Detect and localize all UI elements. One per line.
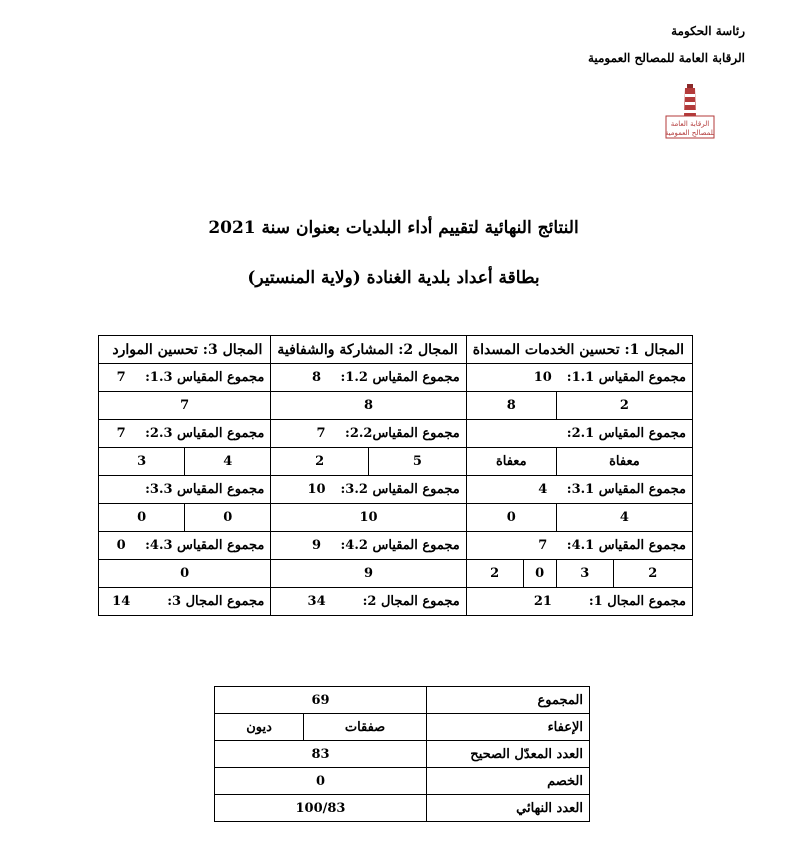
table-row: [215, 795, 590, 822]
score-cell: معفاة: [556, 448, 692, 476]
score-cell: 8: [271, 392, 466, 420]
domain-2-total-cell: مجموع المجال 2: 34: [271, 588, 466, 616]
score-cell: 10: [271, 504, 466, 532]
total-label: المجموع: [427, 687, 590, 714]
measure-2-3-cell: مجموع المقياس 2.3: 7: [99, 420, 271, 448]
measure-4-1-cell: مجموع المقياس 4.1: 7: [466, 532, 692, 560]
table-row: [99, 364, 693, 392]
score-cell: 3: [556, 560, 613, 588]
measure-1-3-cell: مجموع المقياس 1.3: 7: [99, 364, 271, 392]
header-line-2: الرقابة العامة للمصالح العمومية: [587, 51, 745, 65]
score-cell: 0: [99, 504, 185, 532]
score-cell: 0: [523, 560, 556, 588]
table-row: [99, 420, 693, 448]
page-subtitle: بطاقة أعداد بلدية الغنادة (ولاية المنستير): [247, 268, 540, 288]
scores-table: [98, 335, 693, 616]
table-row: [215, 741, 590, 768]
measure-4-3-cell: مجموع المقياس 4.3: 0: [99, 532, 271, 560]
table-row: [215, 687, 590, 714]
exempt-deals: صفقات: [304, 714, 427, 741]
table-row: [99, 448, 693, 476]
score-cell: 0: [466, 504, 556, 532]
domain-2-header: المجال 2: المشاركة والشفافية: [271, 336, 466, 364]
summary-table: [214, 686, 590, 822]
measure-3-3-cell: مجموع المقياس 3.3:: [99, 476, 271, 504]
measure-4-2-cell: مجموع المقياس 4.2: 9: [271, 532, 466, 560]
score-cell: 0: [99, 560, 271, 588]
score-cell: 7: [99, 392, 271, 420]
logo-text-2: للمصالح العمومية: [664, 129, 716, 137]
adjusted-label: العدد المعدّل الصحيح: [427, 741, 590, 768]
score-cell: معفاة: [466, 448, 556, 476]
table-row: [99, 532, 693, 560]
table-row: [99, 588, 693, 616]
lighthouse-logo-icon: [660, 80, 720, 140]
measure-2-1-cell: مجموع المقياس 2.1:: [466, 420, 692, 448]
domain-3-total-cell: مجموع المجال 3: 14: [99, 588, 271, 616]
score-cell: 2: [613, 560, 692, 588]
score-cell: 4: [556, 504, 692, 532]
measure-3-1-cell: مجموع المقياس 3.1: 4: [466, 476, 692, 504]
score-cell: 4: [185, 448, 271, 476]
score-cell: 3: [99, 448, 185, 476]
exempt-label: الإعفاء: [427, 714, 590, 741]
score-cell: 2: [271, 448, 369, 476]
measure-2-2-cell: مجموع المقياس2.2: 7: [271, 420, 466, 448]
domain-3-header: المجال 3: تحسين الموارد: [99, 336, 271, 364]
table-row: [99, 504, 693, 532]
domain-1-total-cell: مجموع المجال 1: 21: [466, 588, 692, 616]
score-cell: 9: [271, 560, 466, 588]
header-line-1: رئاسة الحكومة: [671, 24, 745, 38]
measure-1-1-cell: مجموع المقياس 1.1: 10: [466, 364, 692, 392]
exempt-debts: ديون: [215, 714, 304, 741]
table-row: [99, 336, 693, 364]
deduction-value: 0: [215, 768, 427, 795]
deduction-label: الخصم: [427, 768, 590, 795]
header: [588, 18, 745, 72]
table-row: [99, 392, 693, 420]
table-row: [215, 714, 590, 741]
final-value: 100/83: [215, 795, 427, 822]
measure-3-2-cell: مجموع المقياس 3.2: 10: [271, 476, 466, 504]
measure-1-2-cell: مجموع المقياس 1.2: 8: [271, 364, 466, 392]
score-cell: 0: [185, 504, 271, 532]
domain-1-header: المجال 1: تحسين الخدمات المسداة: [466, 336, 692, 364]
table-row: [99, 476, 693, 504]
table-row: [215, 768, 590, 795]
total-value: 69: [215, 687, 427, 714]
logo-text-1: الرقابة العامة: [670, 120, 710, 128]
score-cell: 5: [369, 448, 467, 476]
score-cell: 2: [556, 392, 692, 420]
score-cell: 8: [466, 392, 556, 420]
table-row: [99, 560, 693, 588]
page-title: النتائج النهائية لتقييم أداء البلديات بعنوان سنة 2021: [208, 218, 579, 238]
score-cell: 2: [466, 560, 523, 588]
adjusted-value: 83: [215, 741, 427, 768]
final-label: العدد النهائي: [427, 795, 590, 822]
